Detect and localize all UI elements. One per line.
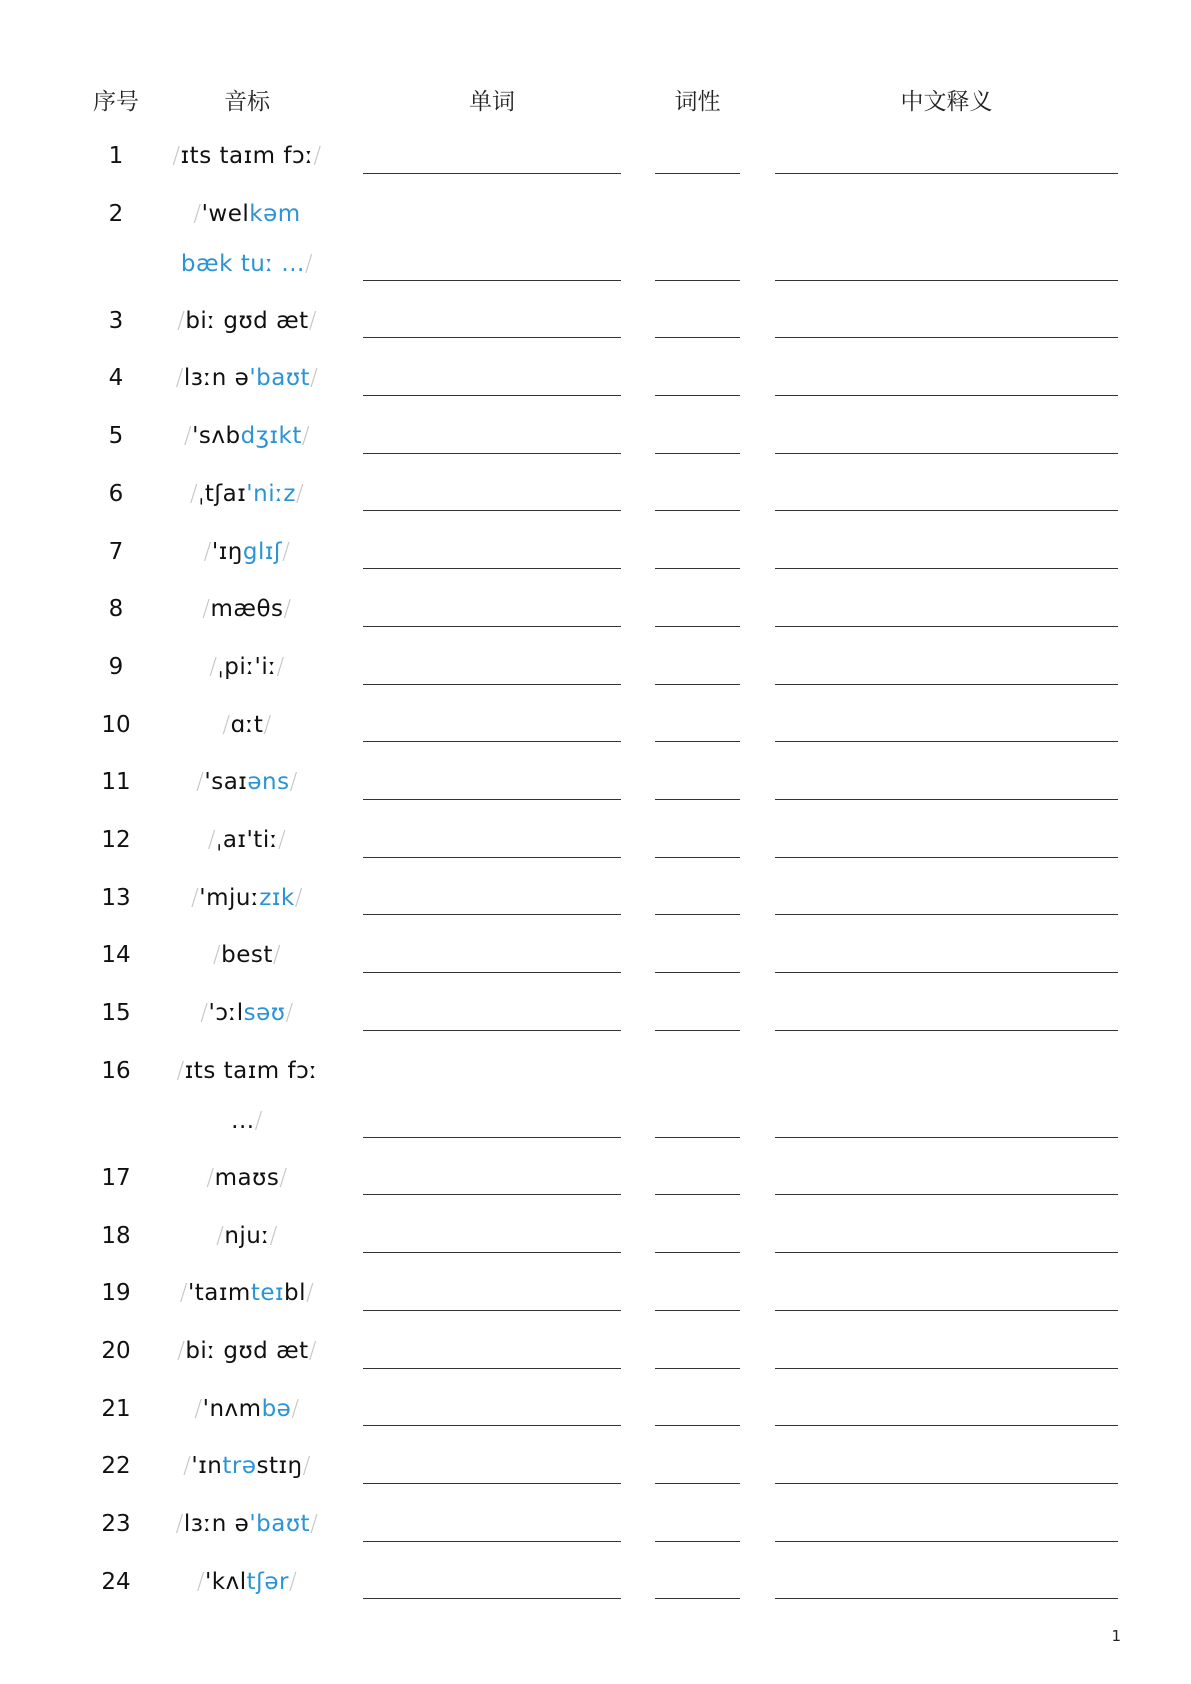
header-index: 序号: [93, 89, 139, 115]
slash-mark: /: [177, 1337, 186, 1364]
phonetic-syllable: ˌtʃaɪ: [198, 480, 247, 507]
table-row: [0, 1268, 1191, 1326]
slash-mark: /: [193, 200, 202, 227]
pos-answer-line[interactable]: [655, 626, 740, 627]
word-answer-line[interactable]: [363, 626, 621, 627]
slash-mark: /: [310, 365, 319, 392]
slash-mark: /: [294, 884, 303, 911]
pos-answer-line[interactable]: [655, 1425, 740, 1426]
definition-answer-line[interactable]: [775, 510, 1118, 511]
row-number: 19: [101, 1280, 131, 1307]
table-row: [0, 815, 1191, 873]
definition-answer-line[interactable]: [775, 280, 1118, 281]
phonetic-syllable: 'taɪm: [187, 1280, 251, 1307]
word-answer-line[interactable]: [363, 1194, 621, 1195]
slash-mark: /: [202, 596, 211, 623]
word-answer-line[interactable]: [363, 1137, 621, 1138]
phonetic-syllable: ˌaɪ'tiː: [216, 827, 278, 853]
phonetic-syllable: ɪts taɪm fɔː ...: [184, 1057, 318, 1134]
slash-mark: /: [172, 143, 181, 169]
phonetic-transcription: [166, 988, 328, 1038]
phonetic-transcription: [166, 411, 328, 461]
definition-answer-line[interactable]: [775, 1598, 1118, 1599]
phonetic-transcription: [166, 1046, 328, 1146]
phonetic-syllable: mæθs: [210, 596, 284, 623]
pos-answer-line[interactable]: [655, 1252, 740, 1253]
table-row: [0, 584, 1191, 642]
table-row: [0, 469, 1191, 527]
pos-answer-line[interactable]: [655, 799, 740, 800]
table-row: [0, 700, 1191, 758]
definition-answer-line[interactable]: [775, 857, 1118, 858]
table-row: [0, 1384, 1191, 1442]
slash-mark: /: [308, 307, 317, 334]
word-answer-line[interactable]: [363, 1425, 621, 1426]
slash-mark: /: [302, 1453, 311, 1480]
word-answer-line[interactable]: [363, 914, 621, 915]
phonetic-transcription: [166, 815, 328, 865]
slash-mark: /: [176, 1057, 185, 1084]
definition-answer-line[interactable]: [775, 1541, 1118, 1542]
phonetic-syllable: 'ɪn: [191, 1453, 223, 1480]
slash-mark: /: [175, 1511, 184, 1537]
slash-mark: /: [207, 827, 217, 853]
header-word: 单词: [469, 89, 515, 115]
slash-mark: /: [289, 769, 298, 796]
definition-answer-line[interactable]: [775, 1137, 1118, 1138]
phonetic-transcription: [166, 469, 328, 519]
phonetic-transcription: [166, 189, 328, 289]
pos-answer-line[interactable]: [655, 173, 740, 174]
slash-mark: /: [276, 653, 285, 680]
slash-mark: /: [269, 1222, 278, 1249]
row-number: 13: [101, 884, 131, 911]
definition-answer-line[interactable]: [775, 972, 1118, 973]
phonetic-syllable: ˌpiː'iː: [217, 653, 277, 680]
slash-mark: /: [216, 1222, 225, 1249]
phonetic-syllable: biː gʊd æt: [185, 307, 309, 334]
slash-mark: /: [191, 884, 200, 911]
phonetic-transcription: [166, 1211, 328, 1261]
row-number: 7: [108, 538, 124, 565]
row-number: 20: [101, 1337, 131, 1364]
word-answer-line[interactable]: [363, 1598, 621, 1599]
row-number: 18: [101, 1222, 131, 1249]
word-answer-line[interactable]: [363, 1310, 621, 1311]
slash-mark: /: [283, 596, 292, 623]
slash-mark: /: [196, 769, 205, 796]
slash-mark: /: [295, 480, 305, 507]
pos-answer-line[interactable]: [655, 1137, 740, 1138]
phonetic-syllable: 'mjuː: [199, 884, 260, 911]
phonetic-syllable: 'sʌb: [192, 423, 241, 450]
pos-answer-line[interactable]: [655, 1598, 740, 1599]
pos-answer-line[interactable]: [655, 510, 740, 511]
table-row: [0, 411, 1191, 469]
table-row: [0, 930, 1191, 988]
slash-mark: /: [203, 538, 212, 565]
phonetic-syllable: 'nʌm: [202, 1395, 262, 1422]
row-number: 15: [101, 1000, 131, 1027]
page-number: 1: [1111, 1627, 1121, 1645]
phonetic-syllable-highlight: 'baʊt: [249, 1511, 311, 1537]
table-row: [0, 189, 1191, 296]
phonetic-syllable-highlight: əns: [247, 769, 290, 796]
row-number: 5: [108, 423, 124, 450]
row-number: 23: [101, 1511, 131, 1537]
table-row: [0, 873, 1191, 931]
slash-mark: /: [291, 1395, 300, 1422]
pos-answer-line[interactable]: [655, 453, 740, 454]
phonetic-transcription: [166, 1153, 328, 1203]
word-answer-line[interactable]: [363, 972, 621, 973]
phonetic-syllable: 'ɪŋ: [211, 538, 243, 565]
pos-answer-line[interactable]: [655, 857, 740, 858]
phonetic-syllable-highlight: teɪ: [250, 1280, 285, 1307]
phonetic-transcription: [166, 296, 328, 346]
slash-mark: /: [313, 143, 322, 169]
phonetic-syllable-highlight: tʃər: [246, 1568, 289, 1595]
pos-answer-line[interactable]: [655, 395, 740, 396]
definition-answer-line[interactable]: [775, 453, 1118, 454]
phonetic-transcription: [166, 757, 328, 807]
phonetic-syllable: ɪts taɪm fɔː: [180, 143, 314, 169]
word-answer-line[interactable]: [363, 1483, 621, 1484]
row-number: 8: [108, 596, 124, 623]
definition-answer-line[interactable]: [775, 1368, 1118, 1369]
row-number: 2: [108, 200, 124, 227]
table-row: [0, 1557, 1191, 1615]
row-number: 17: [101, 1164, 131, 1191]
word-answer-line[interactable]: [363, 280, 621, 281]
phonetic-syllable-highlight: bə: [261, 1395, 292, 1422]
table-row: [0, 1326, 1191, 1384]
phonetic-syllable: 'wel: [201, 200, 250, 227]
slash-mark: /: [277, 827, 287, 853]
phonetic-transcription: [166, 1268, 328, 1318]
slash-mark: /: [301, 423, 311, 450]
row-number: 3: [108, 307, 124, 334]
phonetic-transcription: [166, 642, 328, 692]
phonetic-transcription: [166, 131, 328, 181]
word-answer-line[interactable]: [363, 1252, 621, 1253]
phonetic-transcription: [166, 930, 328, 980]
phonetic-transcription: [166, 584, 328, 634]
phonetic-transcription: [166, 527, 328, 577]
definition-answer-line[interactable]: [775, 1310, 1118, 1311]
definition-answer-line[interactable]: [775, 1030, 1118, 1031]
pos-answer-line[interactable]: [655, 1194, 740, 1195]
slash-mark: /: [289, 1568, 298, 1595]
phonetic-syllable-highlight: trə: [222, 1453, 257, 1480]
slash-mark: /: [196, 1568, 205, 1595]
slash-mark: /: [310, 1511, 319, 1537]
header-pos: 词性: [674, 89, 721, 115]
word-answer-line[interactable]: [363, 741, 621, 742]
phonetic-syllable: best: [221, 942, 273, 969]
word-answer-line[interactable]: [363, 857, 621, 858]
slash-mark: /: [194, 1395, 203, 1422]
table-row: [0, 1441, 1191, 1499]
phonetic-syllable: 'ɔːl: [208, 1000, 244, 1027]
phonetic-syllable: ɑːt: [230, 711, 264, 738]
table-row: [0, 1211, 1191, 1269]
phonetic-transcription: [166, 1499, 328, 1549]
phonetic-syllable-highlight: səʊ: [243, 1000, 286, 1027]
header-definition: 中文释义: [900, 89, 993, 115]
pos-answer-line[interactable]: [655, 684, 740, 685]
phonetic-syllable: biː gʊd æt: [185, 1337, 309, 1364]
word-answer-line[interactable]: [363, 799, 621, 800]
slash-mark: /: [200, 1000, 209, 1027]
pos-answer-line[interactable]: [655, 741, 740, 742]
pos-answer-line[interactable]: [655, 280, 740, 281]
phonetic-transcription: [166, 873, 328, 923]
slash-mark: /: [282, 538, 291, 565]
pos-answer-line[interactable]: [655, 1541, 740, 1542]
table-row: [0, 757, 1191, 815]
pos-answer-line[interactable]: [655, 337, 740, 338]
definition-answer-line[interactable]: [775, 337, 1118, 338]
definition-answer-line[interactable]: [775, 568, 1118, 569]
phonetic-syllable-highlight: dʒɪkt: [240, 423, 302, 450]
definition-answer-line[interactable]: [775, 741, 1118, 742]
row-number: 4: [108, 365, 124, 392]
word-answer-line[interactable]: [363, 684, 621, 685]
phonetic-syllable-highlight: 'baʊt: [249, 365, 311, 392]
definition-answer-line[interactable]: [775, 684, 1118, 685]
word-answer-line[interactable]: [363, 568, 621, 569]
pos-answer-line[interactable]: [655, 972, 740, 973]
phonetic-syllable-highlight: zɪk: [259, 884, 295, 911]
slash-mark: /: [175, 365, 184, 392]
phonetic-syllable-highlight: glɪʃ: [242, 538, 283, 565]
row-number: 10: [101, 711, 131, 738]
slash-mark: /: [254, 1107, 263, 1134]
row-number: 22: [101, 1453, 131, 1480]
phonetic-transcription: [166, 1441, 328, 1491]
word-answer-line[interactable]: [363, 453, 621, 454]
slash-mark: /: [306, 1280, 315, 1307]
row-number: 24: [101, 1568, 131, 1595]
phonetic-syllable: stɪŋ: [256, 1453, 303, 1480]
phonetic-transcription: [166, 700, 328, 750]
phonetic-transcription: [166, 1326, 328, 1376]
word-answer-line[interactable]: [363, 1368, 621, 1369]
definition-answer-line[interactable]: [775, 1194, 1118, 1195]
table-row: [0, 1153, 1191, 1211]
table-row: [0, 988, 1191, 1046]
pos-answer-line[interactable]: [655, 1368, 740, 1369]
row-number: 12: [101, 827, 131, 853]
slash-mark: /: [272, 942, 282, 969]
row-number: 14: [101, 942, 131, 969]
phonetic-syllable: lɜːn ə: [183, 1511, 250, 1537]
row-number: 11: [101, 769, 131, 796]
definition-answer-line[interactable]: [775, 626, 1118, 627]
phonetic-transcription: [166, 1384, 328, 1434]
row-number: 21: [101, 1395, 131, 1422]
phonetic-syllable: njuː: [224, 1222, 270, 1249]
pos-answer-line[interactable]: [655, 568, 740, 569]
slash-mark: /: [183, 423, 193, 450]
word-answer-line[interactable]: [363, 173, 621, 174]
word-answer-line[interactable]: [363, 510, 621, 511]
header-phonetic: 音标: [224, 89, 270, 115]
word-answer-line[interactable]: [363, 1541, 621, 1542]
slash-mark: /: [179, 1280, 188, 1307]
pos-answer-line[interactable]: [655, 914, 740, 915]
phonetic-syllable: 'kʌl: [204, 1568, 247, 1595]
definition-answer-line[interactable]: [775, 799, 1118, 800]
pos-answer-line[interactable]: [655, 1310, 740, 1311]
definition-answer-line[interactable]: [775, 173, 1118, 174]
definition-answer-line[interactable]: [775, 1252, 1118, 1253]
phonetic-syllable: 'saɪ: [204, 769, 248, 796]
word-answer-line[interactable]: [363, 395, 621, 396]
slash-mark: /: [206, 1164, 215, 1191]
table-row: [0, 642, 1191, 700]
slash-mark: /: [189, 480, 199, 507]
row-number: 6: [108, 480, 124, 507]
phonetic-transcription: [166, 1557, 328, 1607]
phonetic-syllable: bl: [284, 1280, 307, 1307]
slash-mark: /: [263, 711, 272, 738]
table-row: [0, 296, 1191, 354]
table-row: [0, 1046, 1191, 1153]
row-number: 16: [101, 1057, 131, 1084]
definition-answer-line[interactable]: [775, 914, 1118, 915]
word-answer-line[interactable]: [363, 1030, 621, 1031]
definition-answer-line[interactable]: [775, 1483, 1118, 1484]
pos-answer-line[interactable]: [655, 1030, 740, 1031]
word-answer-line[interactable]: [363, 337, 621, 338]
slash-mark: /: [308, 1337, 317, 1364]
phonetic-transcription: [166, 353, 328, 403]
phonetic-syllable-highlight: kəm bæk tuː ...: [180, 200, 305, 277]
table-row: [0, 131, 1191, 189]
slash-mark: /: [177, 307, 186, 334]
slash-mark: /: [285, 1000, 294, 1027]
row-number: 9: [108, 653, 124, 680]
phonetic-syllable: lɜːn ə: [183, 365, 250, 392]
definition-answer-line[interactable]: [775, 395, 1118, 396]
phonetic-syllable-highlight: 'niːz: [246, 480, 296, 507]
table-row: [0, 1499, 1191, 1557]
slash-mark: /: [279, 1164, 288, 1191]
pos-answer-line[interactable]: [655, 1483, 740, 1484]
table-row: [0, 527, 1191, 585]
slash-mark: /: [209, 653, 218, 680]
slash-mark: /: [212, 942, 222, 969]
slash-mark: /: [304, 250, 314, 277]
row-number: 1: [108, 143, 124, 169]
definition-answer-line[interactable]: [775, 1425, 1118, 1426]
slash-mark: /: [222, 711, 231, 738]
table-row: [0, 353, 1191, 411]
phonetic-syllable: maʊs: [214, 1164, 280, 1191]
slash-mark: /: [183, 1453, 192, 1480]
